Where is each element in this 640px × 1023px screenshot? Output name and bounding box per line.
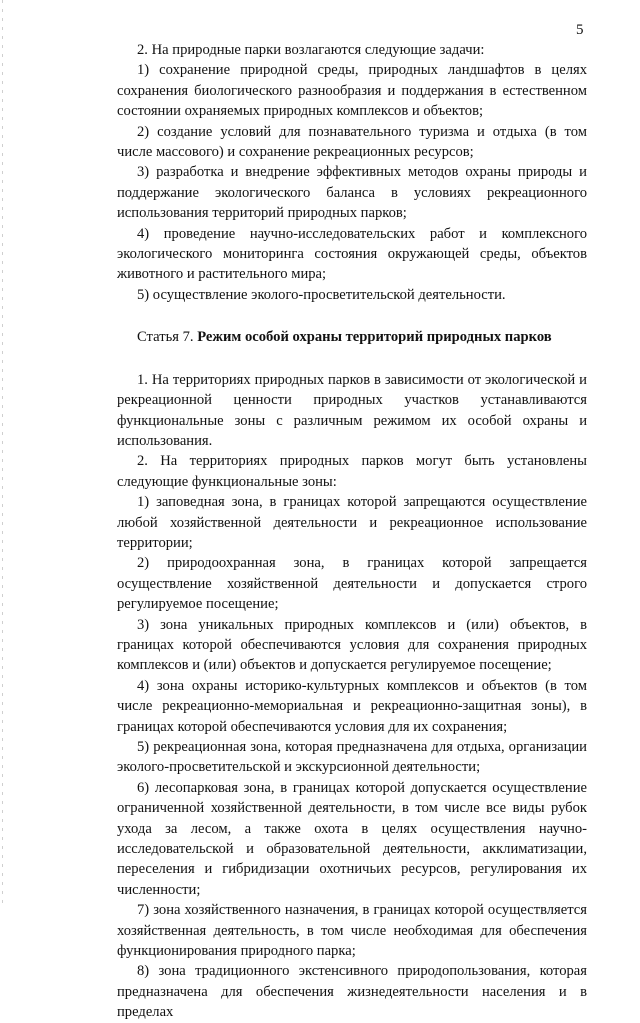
article-paragraph-2: 2. На территориях природных парков могут быть установлены следующие функциональные зоны: [117,453,587,490]
zone-item-4: 4) зона охраны историко-культурных комплексов и объектов (в том числе рекреационно-мемориальная и рекреационно-защитная зоны), в границах которой обеспечиваются условия для их сохранения; [117,677,587,735]
article-heading [117,327,587,347]
tasks-intro: 2. На природные парки возлагаются следующие задачи: [137,42,485,58]
spacer [117,348,587,370]
zone-item-6: 6) лесопарковая зона, в границах которой допускается осуществление ограниченной хозяйственной деятельности, в том числе все виды рубок ухода за лесом, а также охота в целях осуществления научно-исследовательской и образовательной деятельности, акклиматизации, переселения и гибридизации охотничьих ресурсов, регулирования их численности; [117,779,587,898]
task-item-3: 3) разработка и внедрение эффективных методов охраны природы и поддержание экологического баланса в условиях рекреационного использования территорий природных парков; [117,164,587,222]
scan-edge-artifact [2,0,3,905]
zone-item-7: 7) зона хозяйственного назначения, в границах которой осуществляется хозяйственная деятельность, в том числе необходимая для обеспечения функционирования природного парка; [117,902,587,960]
task-item-4: 4) проведение научно-исследовательских работ и комплексного экологического мониторинга состояния окружающей среды, объектов животного и растительного мира; [117,225,587,283]
zone-item-8: 8) зона традиционного экстенсивного природопользования, которая предназначена для обеспечения жизнедеятельности населения и в пределах [117,963,587,1021]
document-body [117,40,587,1023]
article-paragraph-1: 1. На территориях природных парков в зависимости от экологической и рекреационной ценности природных участков устанавливаются функциональные зоны с различным режимом их особой охраны и использования. [117,371,587,449]
page-number: 5 [576,22,584,38]
task-item-1: 1) сохранение природной среды, природных ландшафтов в целях сохранения биологического разнообразия и поддержания в естественном состоянии охраняемых природных комплексов и объектов; [117,62,587,120]
article-label: Статья 7. [137,329,194,346]
spacer [117,305,587,327]
task-item-2: 2) создание условий для познавательного туризма и отдыха (в том числе массового) и сохранение рекреационных ресурсов; [117,123,587,161]
task-item-5: 5) осуществление эколого-просветительской деятельности. [137,286,506,303]
zone-item-3: 3) зона уникальных природных комплексов и (или) объектов, в границах которой обеспечиваются условия для сохранения природных комплексов и (или) объектов и допускается регулируемое посещение; [117,616,587,674]
article-title: Режим особой охраны территорий природных парков [197,329,552,346]
zone-item-1: 1) заповедная зона, в границах которой запрещаются осуществление любой хозяйственной деятельности и рекреационное использование территории; [117,494,587,551]
zone-item-5: 5) рекреационная зона, которая предназначена для отдыха, организации эколого-просветительской и экскурсионной деятельности; [117,739,587,776]
zone-item-2: 2) природоохранная зона, в границах которой запрещается осуществление хозяйственной деятельности и допускается строго регулируемое посещение; [117,555,587,613]
